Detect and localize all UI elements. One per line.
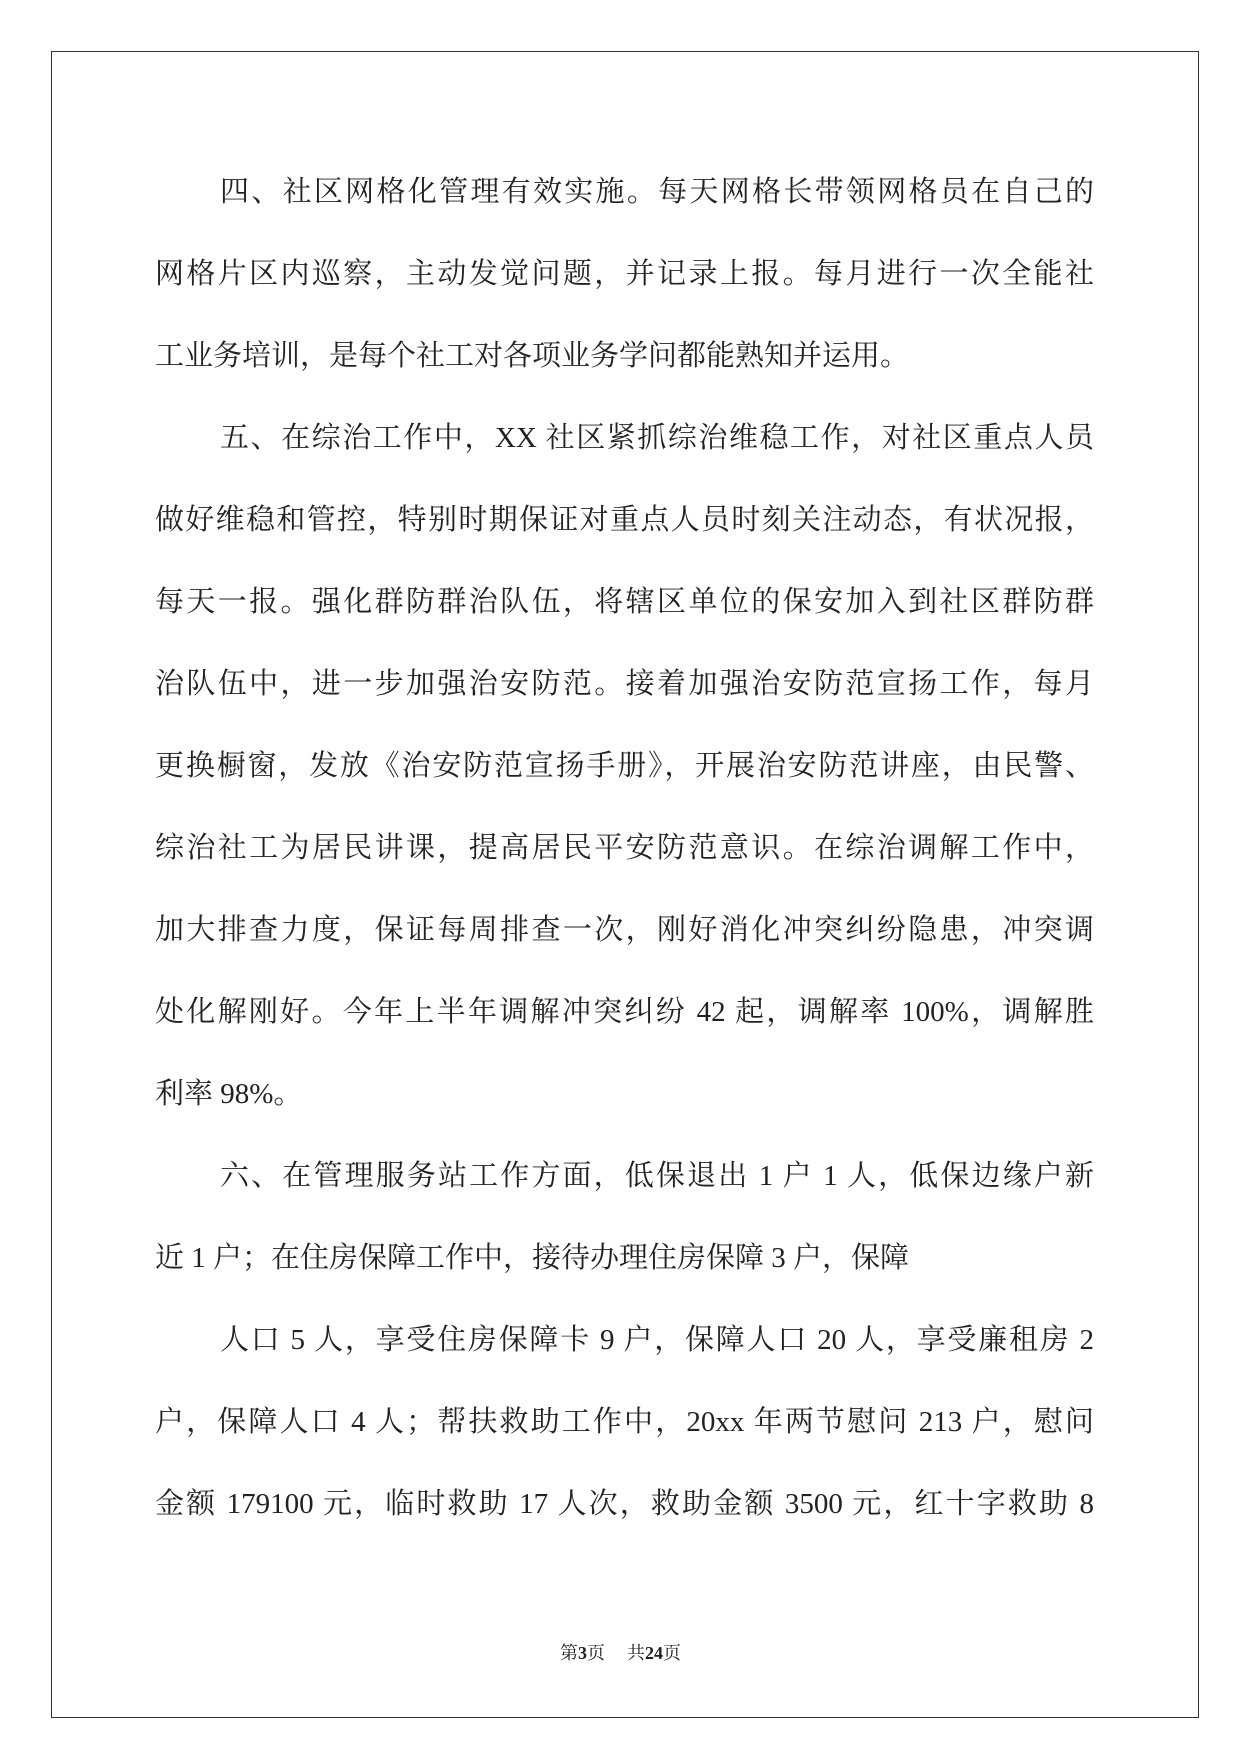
text-line: 加大排查力度，保证每周排查一次，刚好消化冲突纠纷隐患，冲突调 [155,914,1094,946]
total-pages-label: 共24页 [627,1643,681,1663]
page-number-label: 第3页 [560,1643,605,1663]
text-line: 利率 98%。 [155,1078,303,1110]
text-line: 近 1 户；在住房保障工作中，接待办理住房保障 3 户，保障 [155,1242,910,1274]
text-line: 每天一报。强化群防群治队伍，将辖区单位的保安加入到社区群防群 [155,586,1094,618]
text-line: 户，保障人口 4 人；帮扶救助工作中，20xx 年两节慰问 213 户，慰问 [155,1406,1094,1438]
text-line: 四、社区网格化管理有效实施。每天网格长带领网格员在自己的 [220,176,1094,208]
text-line: 处化解刚好。今年上半年调解冲突纠纷 42 起，调解率 100%，调解胜 [155,996,1094,1028]
text-line: 治队伍中，进一步加强治安防范。接着加强治安防范宣扬工作，每月 [155,668,1094,700]
text-line: 做好维稳和管控，特别时期保证对重点人员时刻关注动态，有状况报， [155,504,1094,536]
total-pages: 24 [645,1643,663,1663]
text-line: 人口 5 人，享受住房保障卡 9 户，保障人口 20 人，享受廉租房 2 [220,1324,1094,1356]
text-line: 工业务培训，是每个社工对各项业务学问都能熟知并运用。 [155,340,910,372]
text-line: 综治社工为居民讲课，提高居民平安防范意识。在综治调解工作中， [155,832,1094,864]
page-footer [0,1639,1241,1667]
text-line: 网格片区内巡察，主动发觉问题，并记录上报。每月进行一次全能社 [155,258,1094,290]
page-number: 3 [578,1643,587,1663]
text-line: 更换橱窗，发放《治安防范宣扬手册》，开展治安防范讲座，由民警、 [155,750,1094,782]
text-line: 六、在管理服务站工作方面，低保退出 1 户 1 人，低保边缘户新 [220,1160,1094,1192]
text-line: 金额 179100 元，临时救助 17 人次，救助金额 3500 元，红十字救助 8 [155,1488,1094,1520]
text-line: 五、在综治工作中，XX 社区紧抓综治维稳工作，对社区重点人员 [220,422,1094,454]
document-body [155,151,1094,1545]
